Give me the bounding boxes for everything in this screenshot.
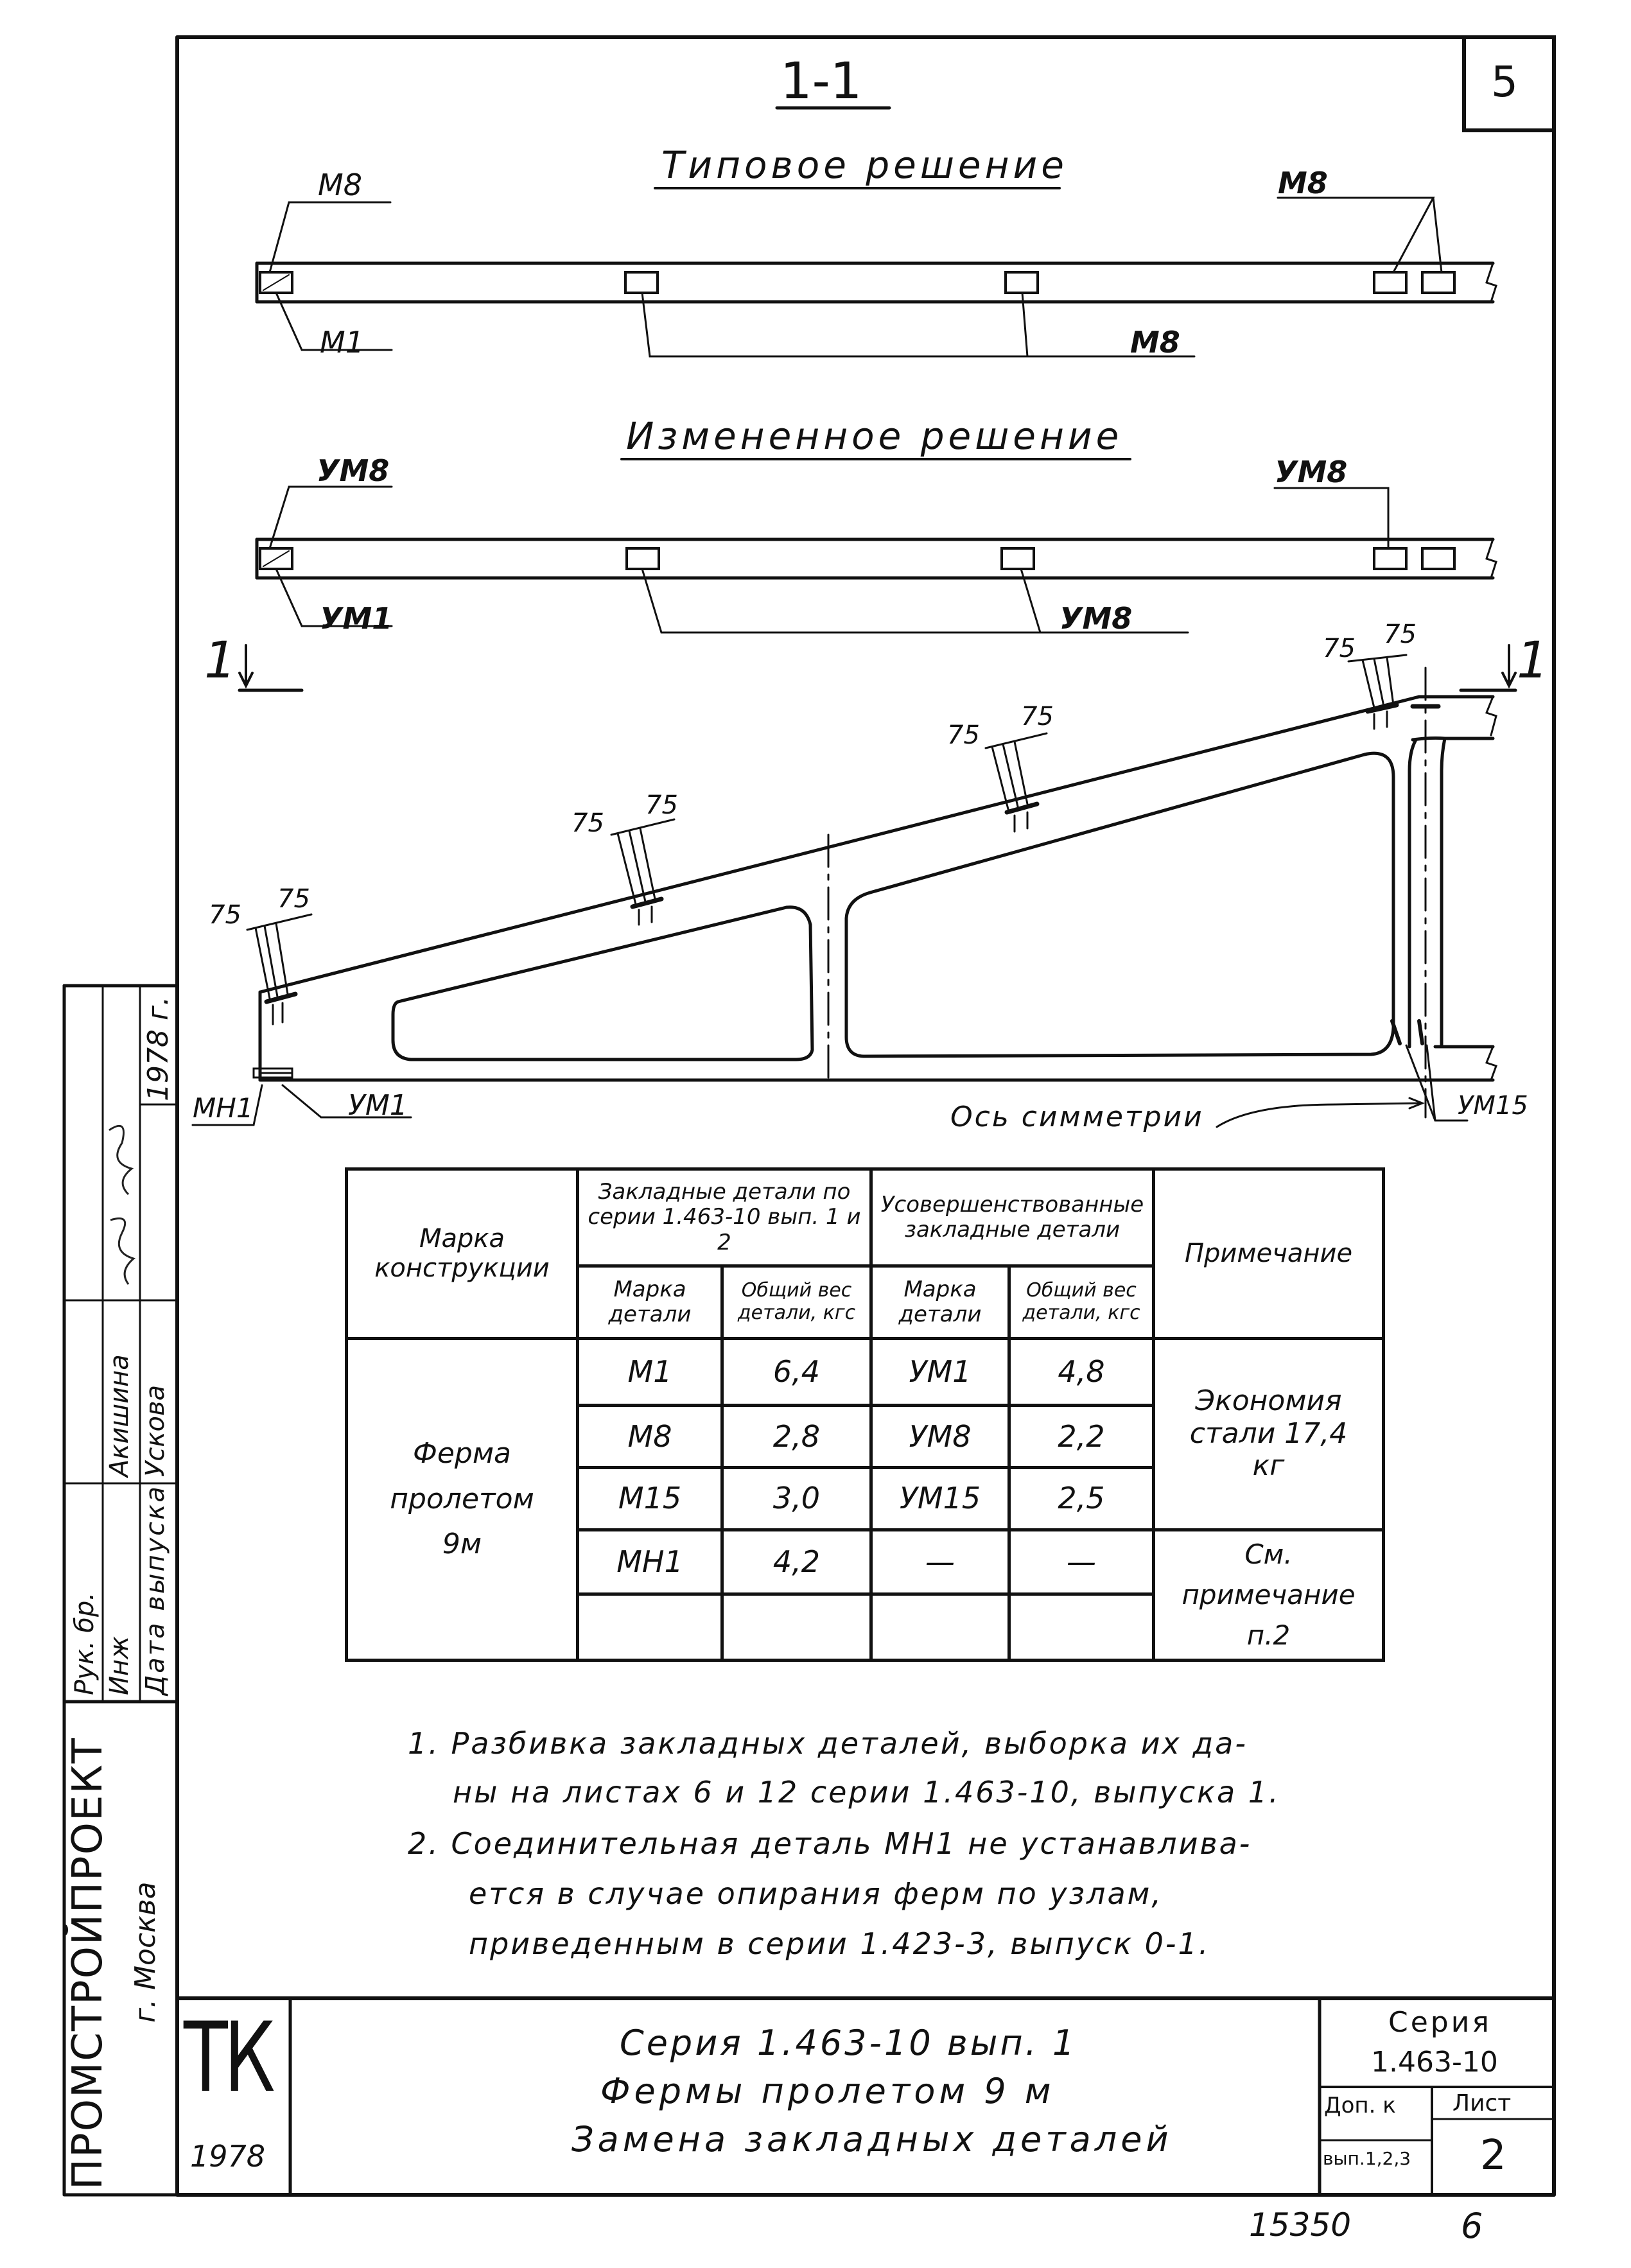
dim-75: 75 (1323, 634, 1356, 663)
dim-75: 75 (277, 884, 310, 914)
improved-weight: 4,8 (1009, 1338, 1154, 1406)
part-weight: 3,0 (722, 1468, 871, 1530)
list-value: 2 (1480, 2132, 1506, 2179)
empty-cell (1009, 1594, 1154, 1661)
organization-name: ПРОМСТРОЙПРОЕКТ (64, 1737, 112, 2190)
signatures (103, 1104, 141, 1297)
dim-75: 75 (209, 900, 241, 930)
section-mark: 1-1 (780, 53, 862, 110)
stamp-title-line-2: Фермы пролетом 9 м (600, 2071, 1055, 2111)
bottom-page-number: 6 (1461, 2206, 1483, 2246)
improved-weight: — (1009, 1530, 1154, 1594)
note-2-line-1: 2. Соединительная деталь МН1 не устанавлива- (408, 1826, 1252, 1861)
improved-mark: УМ8 (871, 1406, 1009, 1468)
label-mn1: МН1 (193, 1092, 254, 1124)
note-1-line-2: ны на листах 6 и 12 серии 1.463-10, выпуска 1. (453, 1775, 1280, 1810)
label-um15: УМ15 (1458, 1091, 1528, 1121)
note-economy: Экономия стали 17,4 кг (1154, 1338, 1384, 1530)
improved-mark: УМ1 (871, 1338, 1009, 1406)
symmetry-axis-label: Ось симметрии (950, 1101, 1204, 1133)
stamp-title-line-3: Замена закладных деталей (571, 2119, 1173, 2159)
part-mark: МН1 (578, 1530, 722, 1594)
organization-city: г. Москва (129, 1881, 162, 2023)
series-value: 1.463-10 (1371, 2046, 1498, 2079)
empty-cell (722, 1594, 871, 1661)
header-part-mark: Марка детали (578, 1266, 722, 1338)
dim-75: 75 (571, 808, 604, 838)
dop-label: Доп. к (1324, 2093, 1396, 2118)
note-1-line-1: 1. Разбивка закладных деталей, выборка их да- (408, 1726, 1248, 1761)
improved-weight: 2,5 (1009, 1468, 1154, 1530)
construction-name: Ферма пролетом 9м (347, 1338, 578, 1660)
label-m1: М1 (320, 325, 364, 360)
part-mark: М8 (578, 1406, 722, 1468)
empty-cell (578, 1594, 722, 1661)
archive-number: 15350 (1249, 2206, 1352, 2244)
label-m8-left: М8 (318, 168, 362, 202)
part-weight: 6,4 (722, 1338, 871, 1406)
header-part-mark: Марка детали (871, 1266, 1009, 1338)
header-improved-parts: Усовершенствованные закладные детали (871, 1169, 1154, 1266)
dim-75: 75 (1021, 702, 1054, 731)
header-construction-mark: Марка конструкции (347, 1169, 578, 1339)
dop-value: вып.1,2,3 (1323, 2148, 1411, 2169)
release-date-label: Дата выпуска (141, 1485, 170, 1695)
label-m8-mid: М8 (1130, 325, 1180, 360)
header-total-weight: Общий вес детали, кгс (722, 1266, 871, 1338)
cut-mark-left: 1 (204, 632, 236, 690)
cut-mark-right: 1 (1517, 632, 1549, 690)
role-ruk: Рук. бр. (70, 1592, 100, 1695)
part-weight: 2,8 (722, 1406, 871, 1468)
part-weight: 4,2 (722, 1530, 871, 1594)
dim-75: 75 (645, 790, 678, 820)
part-mark: М15 (578, 1468, 722, 1530)
note-see: См. примечание п.2 (1154, 1530, 1384, 1660)
note-2-line-3: приведенным в серии 1.423-3, выпуск 0-1. (469, 1926, 1210, 1961)
label-um1-truss: УМ1 (348, 1089, 408, 1122)
release-year: 1978 г. (142, 996, 175, 1101)
name-akishina: Акишина (105, 1354, 134, 1477)
tk-logo: ТК (184, 2002, 272, 2114)
improved-mark: УМ15 (871, 1468, 1009, 1530)
part-mark: М1 (578, 1338, 722, 1406)
label-um1: УМ1 (320, 601, 393, 636)
improved-weight: 2,2 (1009, 1406, 1154, 1468)
list-label: Лист (1452, 2090, 1512, 2116)
typical-solution-title: Типовое решение (661, 143, 1068, 187)
header-series-parts: Закладные детали по серии 1.463-10 вып. 1 и 2 (578, 1169, 871, 1266)
label-m8-right: М8 (1278, 166, 1328, 200)
label-um8-mid: УМ8 (1060, 601, 1133, 636)
embedded-parts-table (345, 1167, 1385, 1662)
modified-solution-title: Измененное решение (626, 414, 1123, 458)
sheet-number: 5 (1491, 57, 1518, 107)
note-2-line-2: ется в случае опирания ферм по узлам, (469, 1876, 1163, 1911)
dim-75: 75 (947, 720, 980, 750)
series-label: Серия (1388, 2006, 1492, 2039)
header-note: Примечание (1154, 1169, 1384, 1339)
improved-mark: — (871, 1530, 1009, 1594)
role-inzh: Инж (105, 1636, 134, 1695)
empty-cell (871, 1594, 1009, 1661)
name-uskova: Ускова (141, 1384, 170, 1477)
stamp-title-line-1: Серия 1.463-10 вып. 1 (620, 2023, 1077, 2063)
label-um8-right: УМ8 (1275, 455, 1348, 489)
tk-year: 1978 (190, 2139, 266, 2174)
dim-75: 75 (1384, 620, 1417, 649)
label-um8-left: УМ8 (317, 453, 390, 488)
header-total-weight: Общий вес детали, кгс (1009, 1266, 1154, 1338)
